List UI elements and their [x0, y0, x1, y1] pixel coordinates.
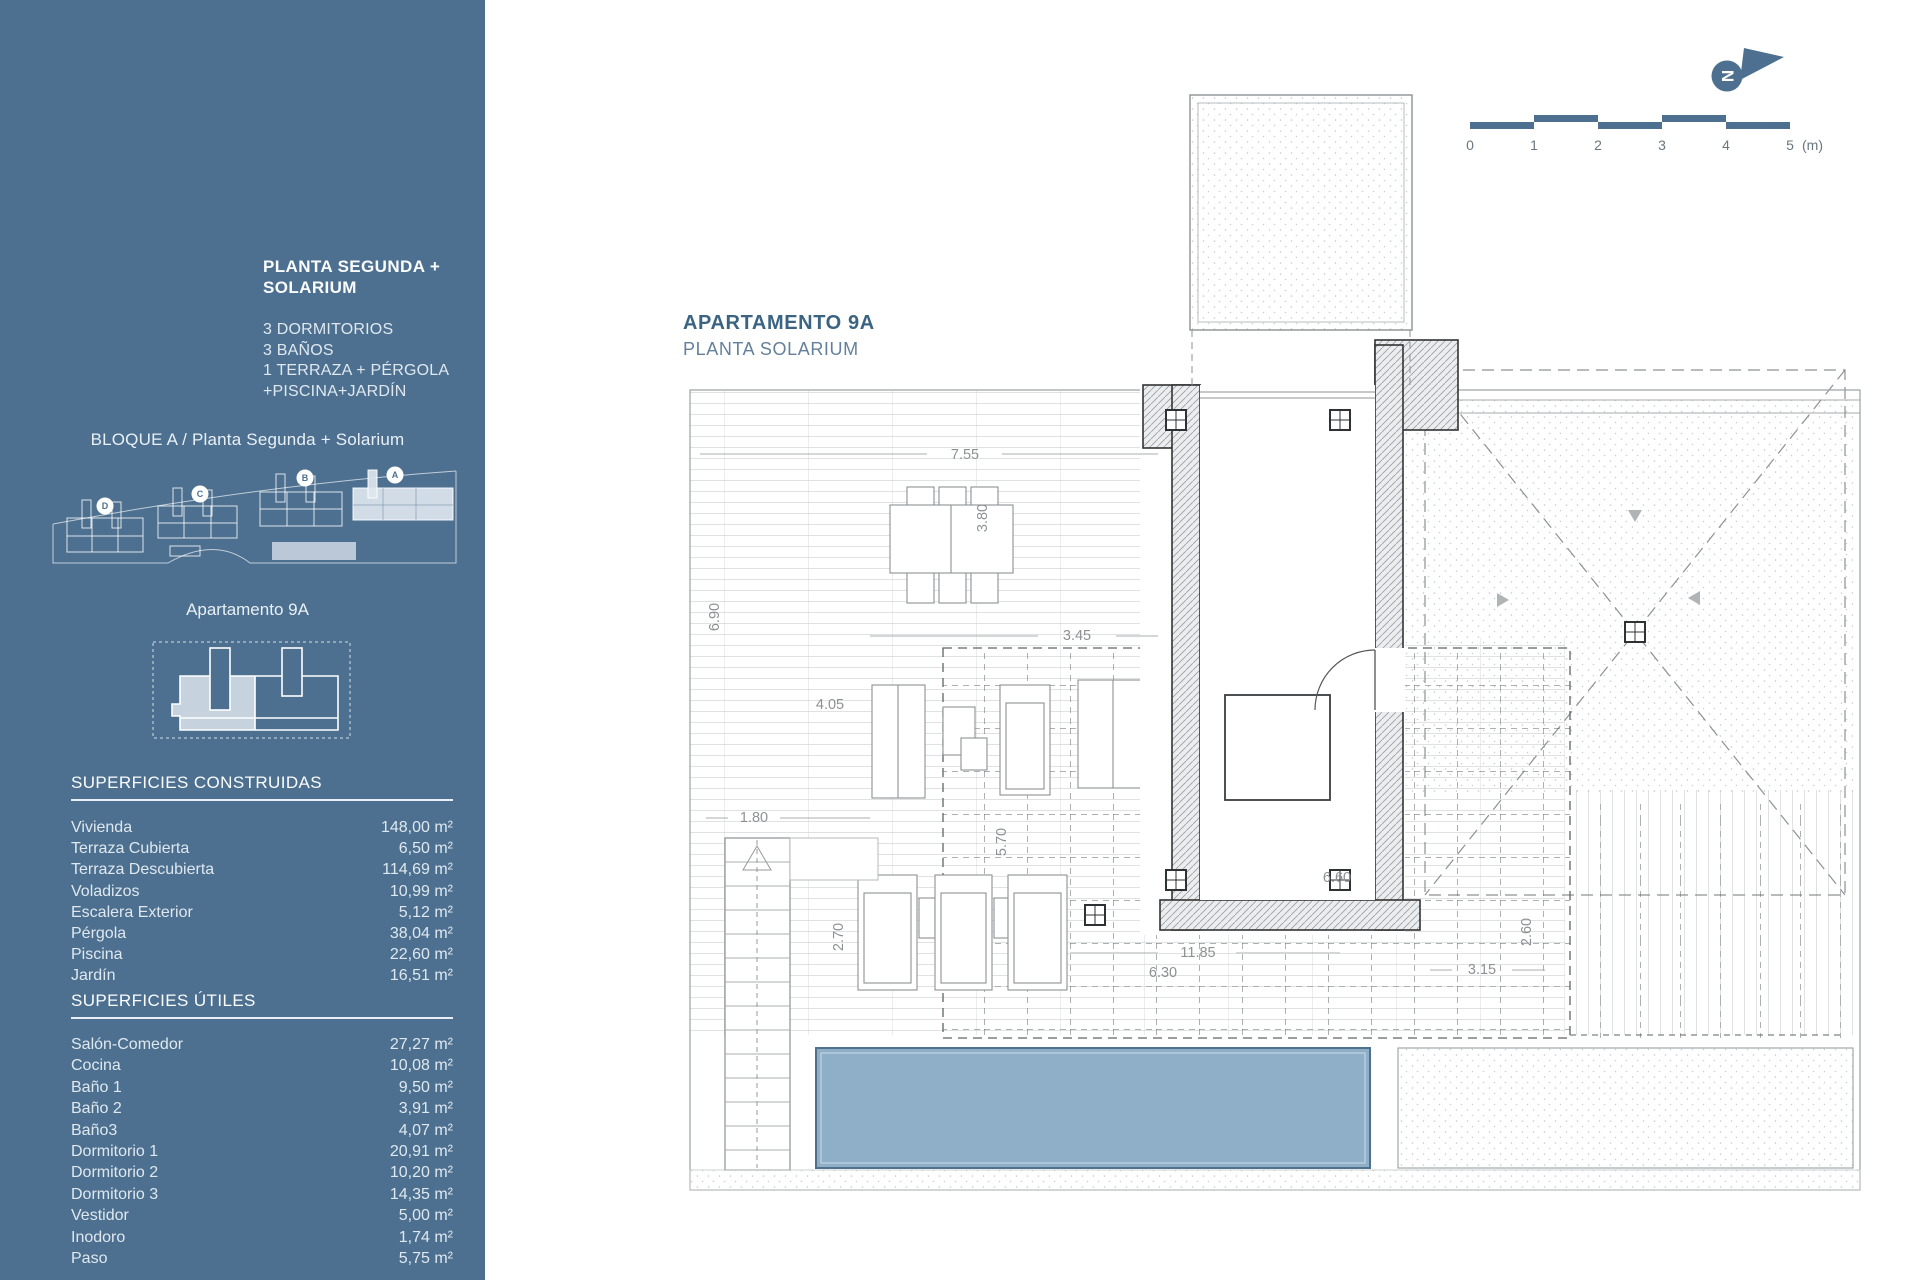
dimension-label: 5.70: [994, 827, 1010, 857]
badge-c: C: [196, 489, 204, 499]
row-label: Paso: [71, 1250, 108, 1268]
row-value: 1,74 m²: [398, 1228, 453, 1246]
row-label: Pérgola: [71, 925, 127, 943]
garden: [1398, 1048, 1853, 1168]
dimension-label: 6.90: [707, 602, 723, 632]
row-value: 5,12 m²: [398, 903, 453, 921]
row-label: Dormitorio 1: [71, 1143, 159, 1161]
scale-tick-label: 0: [1466, 137, 1474, 153]
dimension-label: 1.80: [739, 810, 769, 826]
badge-a: A: [391, 470, 399, 480]
row-value: 9,50 m²: [398, 1078, 453, 1096]
spec-line: +PISCINA+JARDÍN: [263, 382, 407, 400]
row-value: 27,27 m²: [389, 1036, 453, 1053]
scale-tick-label: 5: [1786, 137, 1794, 153]
row-label: Inodoro: [71, 1228, 126, 1246]
scale-unit: (m): [1802, 137, 1823, 153]
table-row: [71, 1120, 453, 1141]
spec-line: 3 DORMITORIOS: [263, 321, 394, 338]
table-row: [71, 1162, 453, 1183]
scale-tick-label: 2: [1594, 137, 1602, 153]
walkway-strip: [690, 1170, 1860, 1190]
row-value: 10,99 m²: [389, 882, 453, 900]
row-label: Vestidor: [71, 1207, 129, 1225]
row-value: 148,00 m²: [380, 819, 453, 836]
row-value: 20,91 m²: [389, 1143, 453, 1161]
table-row: [71, 881, 453, 902]
row-value: 38,04 m²: [389, 925, 453, 943]
row-value: 114,69 m²: [382, 861, 453, 879]
site-plan-diagram: [50, 462, 460, 584]
row-label: Baño3: [71, 1121, 118, 1139]
heading-line1: PLANTA SEGUNDA +: [263, 257, 441, 276]
dimension-label: 2.60: [1519, 917, 1535, 947]
row-value: 10,08 m²: [389, 1057, 453, 1075]
apartment-label: Apartamento 9A: [186, 600, 309, 619]
scale-tick-label: 1: [1530, 137, 1538, 153]
construidas-table: [71, 817, 453, 987]
row-value: 10,20 m²: [389, 1164, 453, 1182]
table-row: [71, 1141, 453, 1162]
dimension-label: 2.70: [831, 922, 847, 952]
row-label: Baño 2: [71, 1100, 122, 1118]
scale-tick-label: 4: [1722, 137, 1730, 153]
table-row: [71, 944, 453, 965]
row-label: Cocina: [71, 1057, 121, 1075]
row-label: Escalera Exterior: [71, 903, 193, 921]
row-label: Dormitorio 3: [71, 1185, 159, 1203]
dimension-label: 4.05: [815, 697, 845, 713]
dimension-label: 11.85: [1180, 945, 1216, 961]
table-row: [71, 838, 453, 859]
badge-b: B: [301, 473, 309, 483]
spec-line: 1 TERRAZA + PÉRGOLA: [263, 362, 450, 379]
dimension-label: 3.15: [1467, 962, 1497, 978]
row-value: 22,60 m²: [389, 946, 453, 964]
dimension-label: 7.55: [950, 447, 980, 463]
bloque-label: BLOQUE A / Planta Segunda + Solarium: [90, 430, 405, 449]
table-row: [71, 1098, 453, 1119]
plan-title: APARTAMENTO 9A: [683, 312, 875, 334]
badge-d: D: [101, 501, 109, 511]
row-value: 4,07 m²: [398, 1121, 453, 1139]
row-label: Voladizos: [71, 882, 140, 900]
unit-diagram: [150, 632, 355, 744]
dimension-label: 3.80: [975, 503, 991, 533]
plan-subtitle: PLANTA SOLARIUM: [683, 339, 859, 359]
row-label: Salón-Comedor: [71, 1036, 184, 1053]
row-value: 16,51 m²: [389, 967, 453, 985]
row-label: Jardín: [71, 967, 116, 985]
section-construidas: [71, 773, 453, 987]
row-value: 14,35 m²: [389, 1185, 453, 1203]
door-opening: [1373, 648, 1405, 712]
section-utiles: [71, 991, 453, 1269]
scale-tick-label: 3: [1658, 137, 1666, 153]
site-walkway: [272, 542, 356, 560]
north-label: N: [1718, 69, 1737, 83]
row-value: 3,91 m²: [398, 1100, 453, 1118]
row-label: Piscina: [71, 946, 123, 964]
row-label: Dormitorio 2: [71, 1164, 159, 1182]
section-title: SUPERFICIES ÚTILES: [71, 991, 453, 1019]
table-row: [71, 1248, 453, 1269]
utiles-table: [71, 1034, 453, 1269]
row-label: Terraza Cubierta: [71, 840, 190, 858]
dimension-label: 3.45: [1062, 628, 1092, 644]
spec-line: 3 BAÑOS: [263, 341, 334, 359]
table-row: [71, 1034, 453, 1055]
table-row: [71, 923, 453, 944]
shaft-room: [1225, 695, 1330, 800]
loungers-bottom: [858, 875, 1067, 990]
dining-set: [890, 487, 1013, 603]
floor-plan: [640, 40, 1900, 1220]
row-label: Vivienda: [71, 819, 133, 836]
table-row: [71, 1227, 453, 1248]
sidebar-heading: [263, 256, 440, 298]
dimension-label: 6.60: [1322, 870, 1352, 886]
table-row: [71, 1205, 453, 1226]
table-row: [71, 1184, 453, 1205]
spec-list: [263, 320, 449, 402]
row-value: 5,00 m²: [398, 1207, 453, 1225]
table-row: [71, 859, 453, 880]
row-label: Terraza Descubierta: [71, 861, 215, 879]
heading-line2: SOLARIUM: [263, 278, 357, 297]
row-value: 5,75 m²: [398, 1250, 453, 1268]
pool: [816, 1048, 1370, 1168]
row-label: Baño 1: [71, 1078, 122, 1096]
table-row: [71, 965, 453, 986]
section-title: SUPERFICIES CONSTRUIDAS: [71, 773, 453, 801]
row-value: 6,50 m²: [398, 840, 453, 858]
table-row: [71, 817, 453, 838]
dimension-label: 6.30: [1148, 965, 1178, 981]
pergola-grid-right: [1570, 800, 1845, 1038]
table-row: [71, 1055, 453, 1076]
sidebar: [0, 0, 485, 1280]
table-row: [71, 1077, 453, 1098]
table-row: [71, 902, 453, 923]
